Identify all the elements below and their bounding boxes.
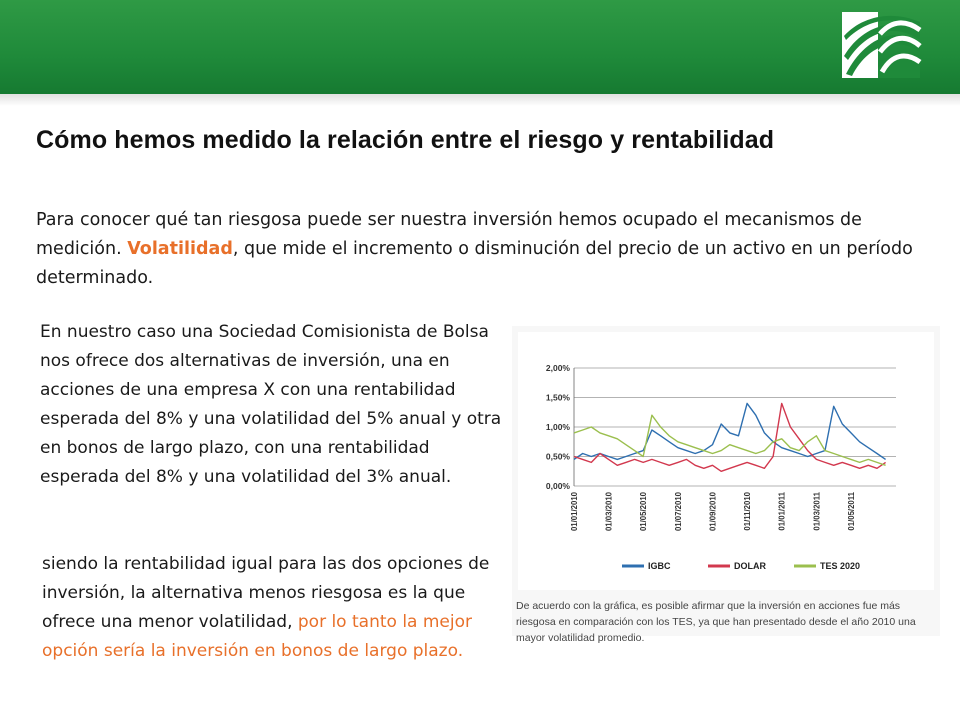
x-tick-label: 01/03/2010: [604, 492, 614, 532]
volatility-line-chart: [512, 326, 940, 596]
x-tick-label: 01/01/2010: [570, 492, 579, 532]
intro-text-1: Para conocer qué tan riesgosa puede ser nuestra inversión hemos ocupado el mecanismos de medición.: [36, 210, 862, 259]
leaf-wave-logo-icon: [842, 12, 922, 78]
investment-options-paragraph: En nuestro caso una Sociedad Comisionista de Bolsa nos ofrece dos alternativas de inversión, una en acciones de una empresa X con una rentabilidad esperada del 8% y una volatilidad del 5% anual y otra en bonos de largo plazo, con una rentabilidad esperada del 8% y una volatilidad del 3% anual.: [40, 322, 502, 487]
intro-paragraph: [36, 206, 926, 293]
conclusion-highlight: por lo tanto la mejor opción sería la inversión en bonos de largo plazo.: [42, 612, 472, 661]
legend-label: TES 2020: [820, 561, 861, 571]
volatility-highlight: Volatilidad: [127, 239, 233, 259]
y-tick-label: 1,50%: [545, 392, 570, 403]
y-tick-label: 0,00%: [545, 481, 570, 491]
x-tick-label: 01/05/2010: [639, 492, 649, 532]
y-tick-label: 1,00%: [545, 422, 570, 432]
legend-label: DOLAR: [734, 561, 766, 571]
x-tick-label: 01/01/2011: [777, 492, 787, 531]
page-title: Cómo hemos medido la relación entre el riesgo y rentabilidad: [36, 126, 775, 154]
x-tick-label: 01/03/2011: [812, 492, 822, 531]
x-tick-label: 01/07/2010: [673, 492, 683, 532]
x-tick-label: 01/05/2011: [846, 492, 856, 531]
conclusion-text: siendo la rentabilidad igual para las dos opciones de inversión, la alternativa menos riesgosa es la que ofrece una menor volatilidad,: [42, 554, 490, 632]
legend-label: IGBC: [648, 561, 671, 571]
intro-text-2: , que mide el incremento o disminución del precio de un activo en un período determinado.: [36, 239, 913, 288]
y-tick-label: 0,50%: [545, 451, 570, 462]
chart-caption: De acuerdo con la gráfica, es posible afirmar que la inversión en acciones fue más riesgosa en comparación con los TES, ya que han presentado desde el año 2010 una mayor volatilidad promedio.: [516, 600, 916, 644]
volatility-chart-panel: [512, 326, 940, 636]
x-tick-label: 01/11/2010: [743, 492, 753, 531]
x-tick-label: 01/09/2010: [708, 492, 718, 532]
conclusion-paragraph: [42, 550, 512, 666]
header-shadow: [0, 94, 960, 106]
header-bar: [0, 0, 960, 94]
y-tick-label: 2,00%: [545, 363, 570, 373]
